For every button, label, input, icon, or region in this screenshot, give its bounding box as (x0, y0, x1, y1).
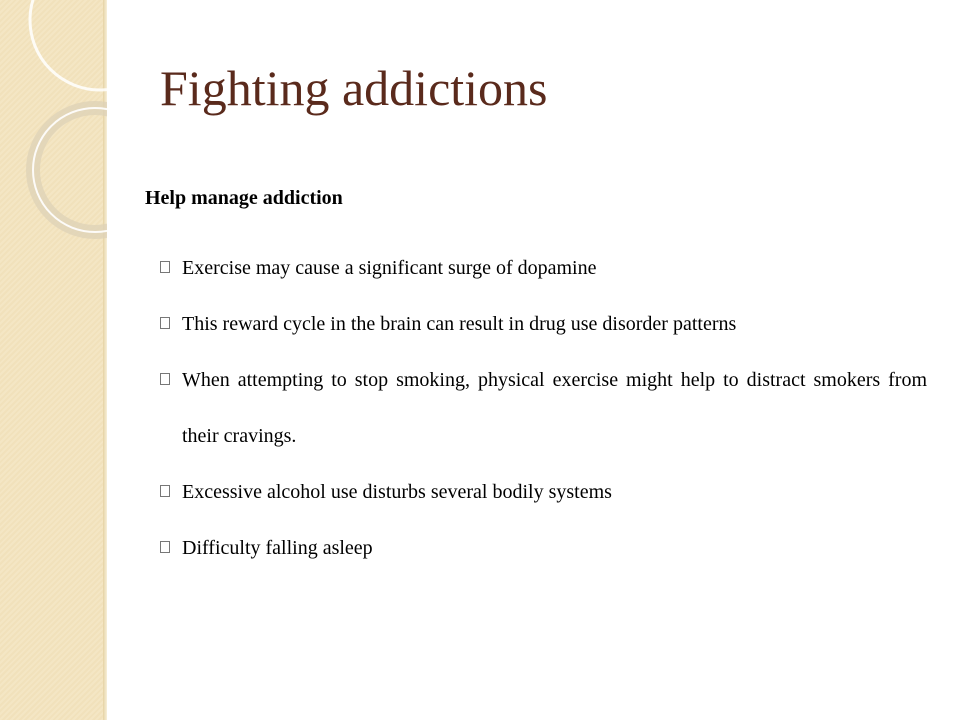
deco-circle-top (30, 0, 107, 90)
bullet-item (160, 464, 927, 520)
bullet-text: Exercise may cause a significant surge of dopamine (182, 257, 597, 279)
missing-glyph-box-icon (160, 373, 170, 385)
bullet-text: When attempting to stop smoking, physical exercise might help to distract smokers from their cravings. (182, 369, 927, 447)
decorative-circles (0, 0, 107, 240)
bullet-text: This reward cycle in the brain can result in drug use disorder patterns (182, 313, 737, 335)
bullet-text: Difficulty falling asleep (182, 537, 373, 559)
missing-glyph-box-icon (160, 541, 170, 553)
bullet-item (160, 352, 927, 464)
bullet-item (160, 240, 927, 296)
slide-subheading: Help manage addiction (145, 187, 343, 209)
bullet-item (160, 296, 927, 352)
missing-glyph-box-icon (160, 317, 170, 329)
bullet-list (160, 240, 927, 576)
slide-title: Fighting addictions (160, 60, 548, 116)
deco-circle-bottom (33, 108, 107, 232)
missing-glyph-box-icon (160, 485, 170, 497)
bullet-item (160, 520, 927, 576)
missing-glyph-box-icon (160, 261, 170, 273)
bullet-text: Excessive alcohol use disturbs several bodily systems (182, 481, 612, 503)
